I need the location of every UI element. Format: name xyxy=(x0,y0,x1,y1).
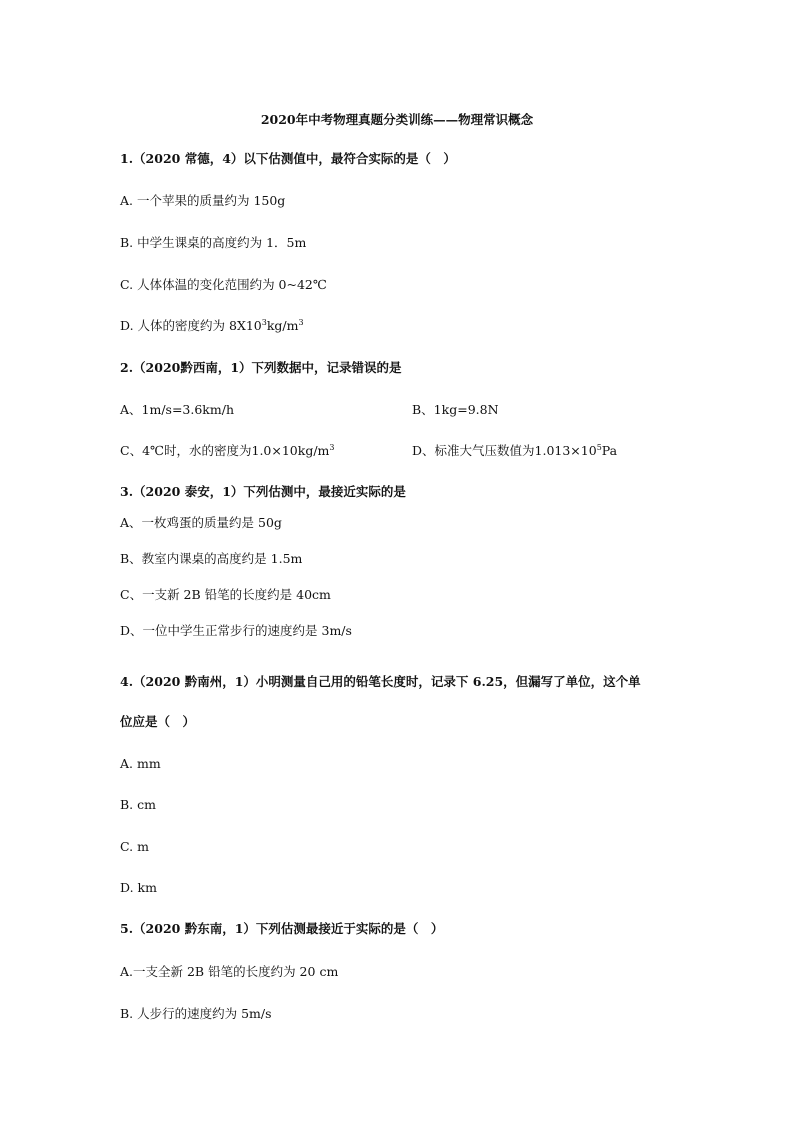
question-1-option-b: B. 中学生课桌的高度约为 1．5m xyxy=(120,235,307,250)
q1-d-unit: kg/m xyxy=(266,318,299,333)
question-3-option-b: B、教室内课桌的高度约是 1.5m xyxy=(120,551,303,566)
question-4-option-a: A. mm xyxy=(120,756,161,771)
q1-d-unit-exponent: 3 xyxy=(298,317,304,327)
question-5-stem: 5.（2020 黔东南，1）下列估测最接近于实际的是（ ） xyxy=(120,921,444,936)
document-title: 2020年中考物理真题分类训练——物理常识概念 xyxy=(260,112,534,127)
question-3-option-a: A、一枚鸡蛋的质量约是 50g xyxy=(120,515,282,530)
question-2-option-c xyxy=(120,443,335,459)
question-2-stem: 2.（2020黔西南，1）下列数据中，记录错误的是 xyxy=(120,360,402,375)
question-1-option-d xyxy=(120,318,304,334)
question-3-option-c: C、一支新 2B 铅笔的长度约是 40cm xyxy=(120,587,331,602)
question-4-option-b: B. cm xyxy=(120,797,156,812)
question-3-stem: 3.（2020 泰安，1）下列估测中，最接近实际的是 xyxy=(120,484,406,499)
question-3-option-d: D、一位中学生正常步行的速度约是 3m/s xyxy=(120,623,352,638)
question-2-option-b: B、1kg=9.8N xyxy=(412,402,499,417)
q1-d-exponent: 3 xyxy=(261,317,267,327)
question-5-option-a: A.一支全新 2B 铅笔的长度约为 20 cm xyxy=(120,964,339,979)
question-4-stem-line1: 4.（2020 黔南州，1）小明测量自己用的铅笔长度时，记录下 6.25，但漏写了单位，这个单 xyxy=(120,674,641,689)
q2-d-text: D、标准大气压数值为1.013×10 xyxy=(412,443,597,458)
question-4-option-d: D. km xyxy=(120,880,157,895)
q2-d-exponent: 5 xyxy=(596,442,602,452)
question-1-option-c: C. 人体体温的变化范围约为 0~42℃ xyxy=(120,277,327,292)
q1-d-text: D. 人体的密度约为 8X10 xyxy=(120,318,262,333)
question-2-option-a: A、1m/s=3.6km/h xyxy=(120,402,235,417)
question-4-stem-line2: 位应是（ ） xyxy=(120,714,196,729)
q2-c-text: C、4℃时，水的密度为1.0×10kg/m xyxy=(120,443,330,458)
question-1-stem: 1.（2020 常德，4）以下估测值中，最符合实际的是（ ） xyxy=(120,151,456,166)
q2-d-unit: Pa xyxy=(601,443,618,458)
q2-c-exponent: 3 xyxy=(329,442,335,452)
question-4-option-c: C. m xyxy=(120,839,149,854)
question-2-option-d xyxy=(412,443,617,459)
question-5-option-b: B. 人步行的速度约为 5m/s xyxy=(120,1006,272,1021)
question-1-option-a: A. 一个苹果的质量约为 150g xyxy=(120,193,286,208)
